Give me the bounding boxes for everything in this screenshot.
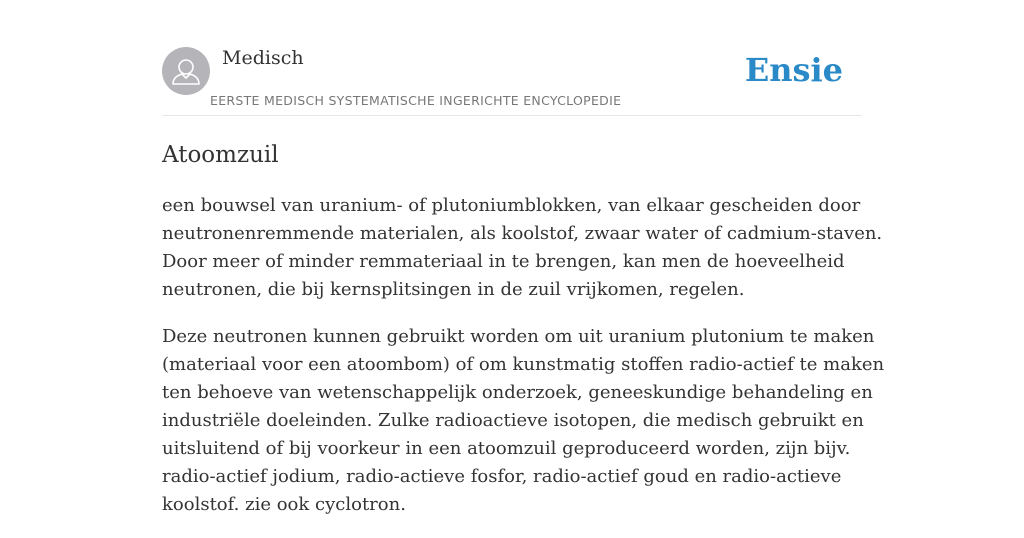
paragraph-line: (materiaal voor een atoombom) of om kunstmatig stoffen radio-actief te maken	[162, 354, 885, 375]
page	[162, 0, 885, 515]
header-divider	[162, 115, 862, 116]
entry-paragraph	[162, 323, 885, 519]
paragraph-line: neutronenremmende materialen, als koolstof, zwaar water of cadmium-staven.	[162, 223, 883, 244]
user-silhouette-icon	[162, 47, 210, 95]
avatar[interactable]	[162, 47, 210, 95]
paragraph-line: een bouwsel van uranium- of plutoniumblokken, van elkaar gescheiden door	[162, 195, 861, 216]
paragraph-line: ten behoeve van wetenschappelijk onderzoek, geneeskundige behandeling en	[162, 382, 873, 403]
site-name[interactable]: Medisch	[222, 47, 304, 69]
paragraph-line: neutronen, die bij kernsplitsingen in de zuil vrijkomen, regelen.	[162, 279, 745, 300]
entry-title: Atoomzuil	[162, 142, 279, 168]
paragraph-line: uitsluitend of bij voorkeur in een atoomzuil geproduceerd worden, zijn bijv.	[162, 438, 851, 459]
paragraph-line: koolstof. zie ook cyclotron.	[162, 494, 406, 515]
paragraph-line: Deze neutronen kunnen gebruikt worden om uit uranium plutonium te maken	[162, 326, 875, 347]
entry-body	[162, 192, 885, 538]
paragraph-line: Door meer of minder remmateriaal in te brengen, kan men de hoeveelheid	[162, 251, 845, 272]
paragraph-line: industriële doeleinden. Zulke radioactieve isotopen, die medisch gebruikt en	[162, 410, 864, 431]
brand-logo[interactable]: Ensie	[744, 51, 843, 89]
paragraph-line: radio-actief jodium, radio-actieve fosfor, radio-actief goud en radio-actieve	[162, 466, 842, 487]
site-subtitle: EERSTE MEDISCH SYSTEMATISCHE INGERICHTE ENCYCLOPEDIE	[210, 93, 622, 108]
entry-paragraph	[162, 192, 883, 304]
